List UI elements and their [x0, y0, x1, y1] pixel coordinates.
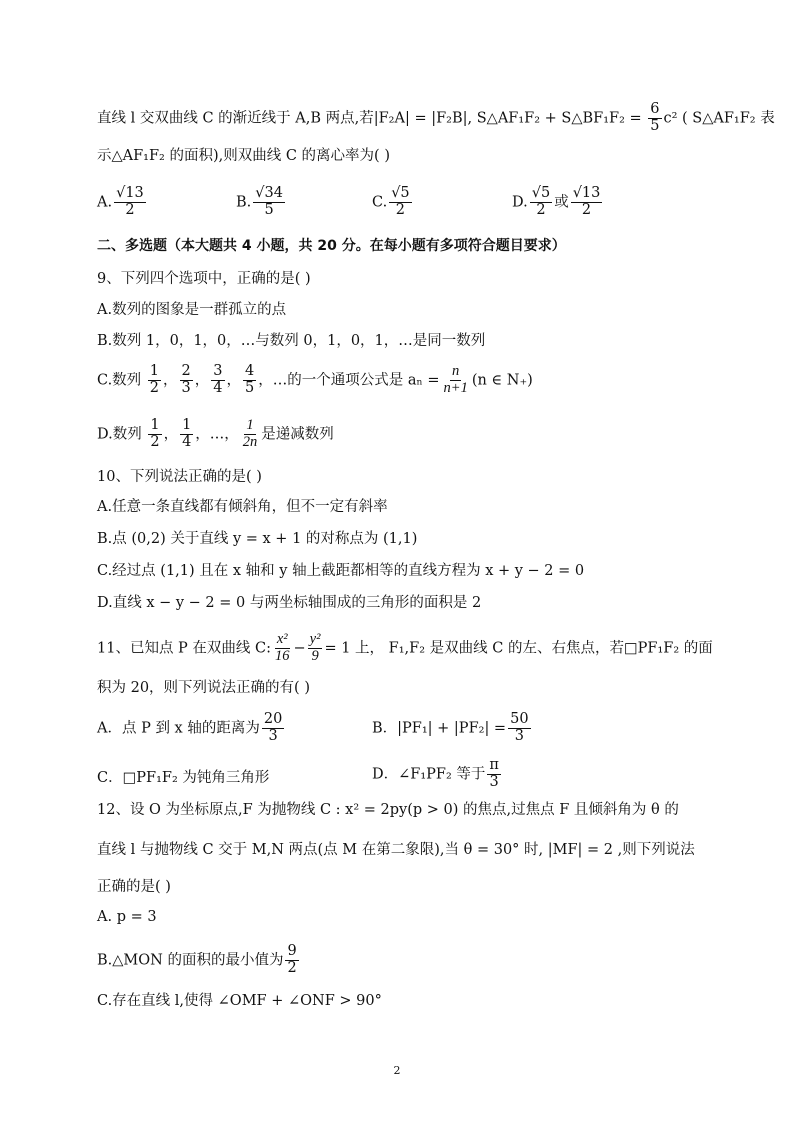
q9c-frac-4 — [243, 364, 256, 397]
q9c-formula-frac — [442, 364, 470, 397]
q10-option-d: D.直线 x − y − 2 = 0 与两坐标轴围成的三角形的面积是 2 — [97, 595, 482, 611]
frac-num: √5 — [391, 185, 410, 201]
frac-den: 2 — [536, 201, 546, 218]
q12-line3: 正确的是( ) — [97, 879, 171, 895]
frac-num: √5 — [531, 185, 551, 201]
frac-den: 2n — [242, 433, 258, 450]
frac-num: √13 — [572, 185, 601, 201]
option-or: 或 — [554, 194, 569, 211]
frac-den: 2 — [125, 201, 135, 218]
frac-num: √13 — [116, 185, 144, 201]
frac-den: 5 — [245, 379, 255, 396]
q9d-tail: 是递减数列 — [261, 426, 334, 443]
q11-stem: 11、已知点 P 在双曲线 C: $\frac{\text{x²}}{16}$ − $\frac{\text{y²}}{9}$ = 1 上， F₁,F₂ 是双曲线 C 的左、右焦点，若□PF₁F₂ 的面 — [97, 631, 713, 664]
q9c-frac-3 — [211, 364, 224, 397]
q8-frac-num: 6 — [650, 101, 660, 117]
q8-fraction — [648, 102, 661, 135]
frac-num: 2 — [181, 363, 191, 379]
q8-line2: 示△AF₁F₂ 的面积),则双曲线 C 的离心率为( ) — [97, 148, 390, 164]
q11-x-frac — [273, 632, 292, 665]
q9c-frac-1 — [148, 364, 161, 397]
option-fraction — [253, 186, 285, 219]
q11a-prefix: A．点 P 到 x 轴的距离为 — [97, 720, 260, 737]
q11d-frac — [487, 758, 501, 791]
q9c-tail: (n ∈ N₊) — [471, 372, 533, 389]
frac-den: 9 — [311, 647, 319, 664]
q10-option-a: A.任意一条直线都有倾斜角，但不一定有斜率 — [97, 499, 388, 515]
frac-den: 3 — [489, 773, 499, 790]
q11-option-b — [372, 712, 533, 745]
frac-den: 4 — [182, 433, 192, 450]
q11b-prefix: B．|PF₁| + |PF₂| = — [372, 720, 507, 737]
page-number: 2 — [393, 1064, 401, 1077]
q11-stem-prefix: 11、已知点 P 在双曲线 C: — [97, 640, 272, 657]
q8-line1-text: 直线 l 交双曲线 C 的渐近线于 A,B 两点,若|F₂A| = |F₂B|, S△AF₁F₂ + S△BF₁F₂ = — [97, 110, 647, 127]
q9c-mid: ，…的一个通项公式是 aₙ = — [258, 372, 440, 389]
q8-line1-tail: c² ( S△AF₁F₂ 表 — [663, 110, 775, 127]
q8-line1 — [97, 102, 775, 135]
q11-stem-mid: = 1 上， F₁,F₂ 是双曲线 C 的左、右焦点，若□PF₁F₂ 的面 — [324, 640, 713, 657]
option-label: B. — [236, 194, 252, 211]
option-label: A. — [97, 194, 113, 211]
option-fraction — [114, 186, 146, 219]
frac-den: 4 — [213, 379, 223, 396]
q8-option-a — [97, 186, 148, 219]
frac-den: 2 — [287, 959, 297, 976]
frac-den: 2 — [149, 379, 160, 396]
q9d-prefix: D.数列 — [97, 426, 142, 443]
frac-num: 1 — [182, 417, 192, 433]
frac-den: 3 — [181, 379, 191, 396]
q11-option-a — [97, 712, 286, 745]
q9c-prefix: C.数列 — [97, 372, 142, 389]
q10-option-c: C.经过点 (1,1) 且在 x 轴和 y 轴上截距都相等的直线方程为 x + y − 2 = 0 — [97, 563, 585, 579]
frac-num: y² — [309, 631, 321, 647]
frac-den: 2 — [581, 201, 592, 218]
frac-num: 4 — [245, 363, 255, 379]
frac-num: x² — [276, 631, 288, 647]
frac-num: π — [489, 757, 499, 773]
q9-option-d: D.数列 $\frac{1}{2}$ ， $\frac{1}{4}$ ，…， $\frac{1}{2n}$ 是递减数列 — [97, 417, 334, 450]
q9c-frac-2 — [180, 364, 193, 397]
frac-den: 3 — [268, 727, 278, 744]
option-label: C. — [372, 194, 388, 211]
q9-option-b: B.数列 1，0，1，0，…与数列 0，1，0，1，…是同一数列 — [97, 333, 486, 349]
option-fraction — [389, 186, 411, 219]
frac-num: 9 — [287, 943, 297, 959]
q9-option-c: C.数列 $\frac{1}{2}$ ， $\frac{2}{3}$ ， $\frac{3}{4}$ ， $\frac{4}{5}$ ，…的一个通项公式是 aₙ = $\frac{n}{n+1}$ (n ∈ N₊) — [97, 363, 533, 396]
frac-num: n — [452, 363, 460, 379]
q8-option-b — [236, 186, 287, 219]
q10-option-b: B.点 (0,2) 关于直线 y = x + 1 的对称点为 (1,1) — [97, 531, 418, 547]
frac-den: n+1 — [443, 379, 468, 396]
q12-option-b — [97, 944, 301, 977]
frac-den: 16 — [275, 647, 290, 664]
q12-option-a: A. p = 3 — [97, 909, 157, 925]
section-header-multiple-choice: 二、多选题（本大题共 4 小题，共 20 分。在每小题有多项符合题目要求） — [97, 238, 566, 254]
frac-num: 3 — [213, 363, 223, 379]
frac-den: 2 — [150, 433, 160, 450]
q11a-frac — [262, 712, 284, 745]
frac-num: 1 — [149, 363, 160, 379]
frac-den: 3 — [514, 727, 524, 744]
q9-option-a: A.数列的图象是一群孤立的点 — [97, 302, 287, 318]
q11b-frac — [508, 712, 530, 745]
q10-stem: 10、下列说法正确的是( ) — [97, 469, 262, 485]
q9d-ellipsis: ，…， — [195, 426, 239, 443]
q8-option-c — [372, 186, 414, 219]
q11-y-frac — [308, 632, 323, 665]
q9d-frac-last — [241, 418, 260, 451]
q9-stem: 9、下列四个选项中，正确的是( ) — [97, 271, 311, 287]
q11-option-d — [372, 758, 503, 791]
q12-option-c: C.存在直线 l,使得 ∠OMF + ∠ONF > 90° — [97, 993, 382, 1009]
q12-line2: 直线 l 与抛物线 C 交于 M,N 两点(点 M 在第二象限),当 θ = 30° 时, |MF| = 2 ,则下列说法 — [97, 842, 695, 858]
q11-stem-line2: 积为 20，则下列说法正确的有( ) — [97, 680, 310, 696]
frac-num: 1 — [150, 417, 160, 433]
q12-line1: 12、设 O 为坐标原点,F 为抛物线 C : x² = 2py(p > 0) 的焦点,过焦点 F 且倾斜角为 θ 的 — [97, 802, 679, 818]
q11-option-c: C．□PF₁F₂ 为钝角三角形 — [97, 770, 270, 786]
q11d-prefix: D．∠F₁PF₂ 等于 — [372, 766, 486, 783]
frac-num: √34 — [255, 185, 283, 201]
q9d-frac-2 — [180, 418, 193, 451]
frac-den: 5 — [264, 201, 274, 218]
option-fraction — [530, 186, 552, 219]
frac-num: 20 — [263, 711, 283, 727]
q8-frac-den: 5 — [650, 117, 660, 134]
q8-option-d — [512, 186, 604, 219]
q12b-frac — [285, 944, 298, 977]
frac-num: 50 — [510, 711, 529, 727]
q12b-prefix: B.△MON 的面积的最小值为 — [97, 952, 284, 969]
q9d-frac-1 — [148, 418, 161, 451]
option-fraction-2 — [571, 186, 603, 219]
option-label: D. — [512, 194, 528, 211]
frac-den: 2 — [395, 201, 406, 218]
frac-num: 1 — [246, 417, 254, 433]
